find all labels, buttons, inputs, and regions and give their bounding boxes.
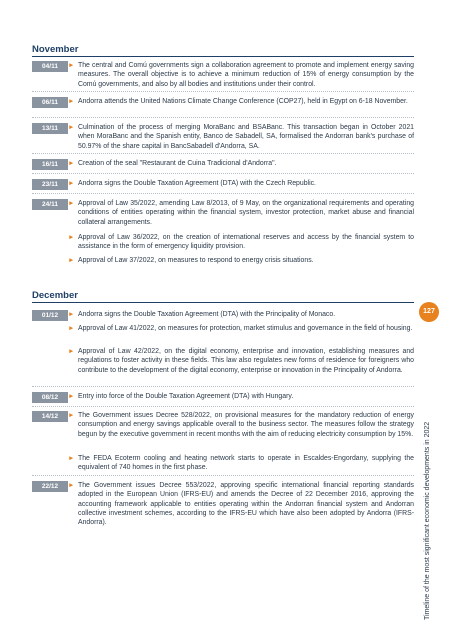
page-number-badge: 127 bbox=[419, 302, 439, 322]
separator bbox=[32, 193, 414, 194]
triangle-right-icon: ► bbox=[68, 124, 75, 131]
date-badge: 22/12 bbox=[32, 481, 68, 492]
entry-text: ► Approval of Law 36/2022, on the creation of international reserves and access by the financial system to assistance in the form of emergency liquidity provision. bbox=[68, 234, 414, 251]
triangle-right-icon: ► bbox=[68, 234, 75, 241]
month-divider bbox=[32, 56, 414, 57]
month-divider bbox=[32, 302, 414, 303]
triangle-right-icon: ► bbox=[68, 62, 75, 69]
separator bbox=[32, 153, 414, 154]
entry-text: ► Approval of Law 41/2022, on measures for protection, market stimulus and governance in the field of housing. bbox=[68, 325, 413, 332]
date-badge: 24/11 bbox=[32, 199, 68, 210]
entry-text: ► The central and Comú governments sign a collaboration agreement to promote and implement energy saving measures. The overall objective is to achieve a minimum reduction of 15% of energy consumption by the Comú governments, and also by all bodies and institutions under their control. bbox=[68, 62, 414, 88]
separator bbox=[32, 117, 414, 118]
separator bbox=[32, 475, 414, 476]
month-heading-november: November bbox=[32, 44, 79, 55]
triangle-right-icon: ► bbox=[68, 180, 75, 187]
triangle-right-icon: ► bbox=[68, 98, 75, 105]
date-badge: 14/12 bbox=[32, 411, 68, 422]
entry-text: ► Andorra signs the Double Taxation Agreement (DTA) with the Czech Republic. bbox=[68, 180, 316, 187]
triangle-right-icon: ► bbox=[68, 393, 75, 400]
date-badge: 13/11 bbox=[32, 123, 68, 134]
entry-text: ► Creation of the seal "Restaurant de Cuina Tradicional d'Andorra". bbox=[68, 160, 277, 167]
triangle-right-icon: ► bbox=[68, 311, 75, 318]
separator bbox=[32, 173, 414, 174]
entry-text: ► Culmination of the process of merging MoraBanc and BSABanc. This transaction began in October 2021 when MoraBanc and the Spanish entity, Banco de Sabadell, SA, formalised the Andorran bank's purchase of 50.97% of the share capital in BancSabadell d'Andorra, SA. bbox=[68, 124, 414, 150]
triangle-right-icon: ► bbox=[68, 257, 75, 264]
entry-text: ► The Government issues Decree 553/2022, approving specific international financial reporting standards adopted in the European Union (IFRS-EU) and amends the Decree of 22 December 2016, approving the accounting framework applicable to entities operating within the Andorran financial system and Andorran collective investment schemes, according to the IFRS-EU which have also been adopted by Andorra (IFRS-Andorra). bbox=[68, 482, 414, 527]
entry-text: ► Approval of Law 37/2022, on measures to respond to energy crisis situations. bbox=[68, 257, 314, 264]
date-badge: 08/12 bbox=[32, 392, 68, 403]
entry-text: ► Approval of Law 42/2022, on the digital economy, enterprise and innovation, establishing measures and regulations to foster activity in these fields. This law also regulates new forms of residence for foreigners who contribute to the development of the digital economy, enterprise or innovation in the Principality of Andorra. bbox=[68, 348, 414, 374]
side-caption: Timeline of the most significant economic developments in 2022 bbox=[424, 421, 431, 620]
date-badge: 04/11 bbox=[32, 61, 68, 72]
date-badge: 23/11 bbox=[32, 179, 68, 190]
date-badge: 16/11 bbox=[32, 159, 68, 170]
entry-text: ► The FEDA Ecoterm cooling and heating network starts to operate in Escaldes-Engordany, supplying the equivalent of 740 homes in the first phase. bbox=[68, 455, 414, 472]
triangle-right-icon: ► bbox=[68, 348, 75, 355]
date-badge: 01/12 bbox=[32, 310, 68, 321]
entry-text: ► Andorra signs the Double Taxation Agreement (DTA) with the Principality of Monaco. bbox=[68, 311, 336, 318]
date-badge: 06/11 bbox=[32, 97, 68, 108]
triangle-right-icon: ► bbox=[68, 412, 75, 419]
triangle-right-icon: ► bbox=[68, 160, 75, 167]
triangle-right-icon: ► bbox=[68, 455, 75, 462]
triangle-right-icon: ► bbox=[68, 325, 75, 332]
separator bbox=[32, 406, 414, 407]
triangle-right-icon: ► bbox=[68, 482, 75, 489]
entry-text: ► The Government issues Decree 528/2022, on provisional measures for the mandatory reduction of energy consumption and energy savings applicable overall to the business sector. The measures follow the strategy begun by the executive government in recent months with the aim of reducing electricity consumption by 15%. bbox=[68, 412, 414, 438]
separator bbox=[32, 91, 414, 92]
entry-text: ► Approval of Law 35/2022, amending Law 8/2013, of 9 May, on the organizational requirements and operating conditions of entities operating within the financial system, investor protection, market abuse and financial collateral arrangements. bbox=[68, 200, 414, 226]
entry-text: ► Andorra attends the United Nations Climate Change Conference (COP27), held in Egypt on 6-18 November. bbox=[68, 98, 408, 105]
month-heading-december: December bbox=[32, 290, 78, 301]
triangle-right-icon: ► bbox=[68, 200, 75, 207]
entry-text: ► Entry into force of the Double Taxation Agreement (DTA) with Hungary. bbox=[68, 393, 294, 400]
separator bbox=[32, 386, 414, 387]
